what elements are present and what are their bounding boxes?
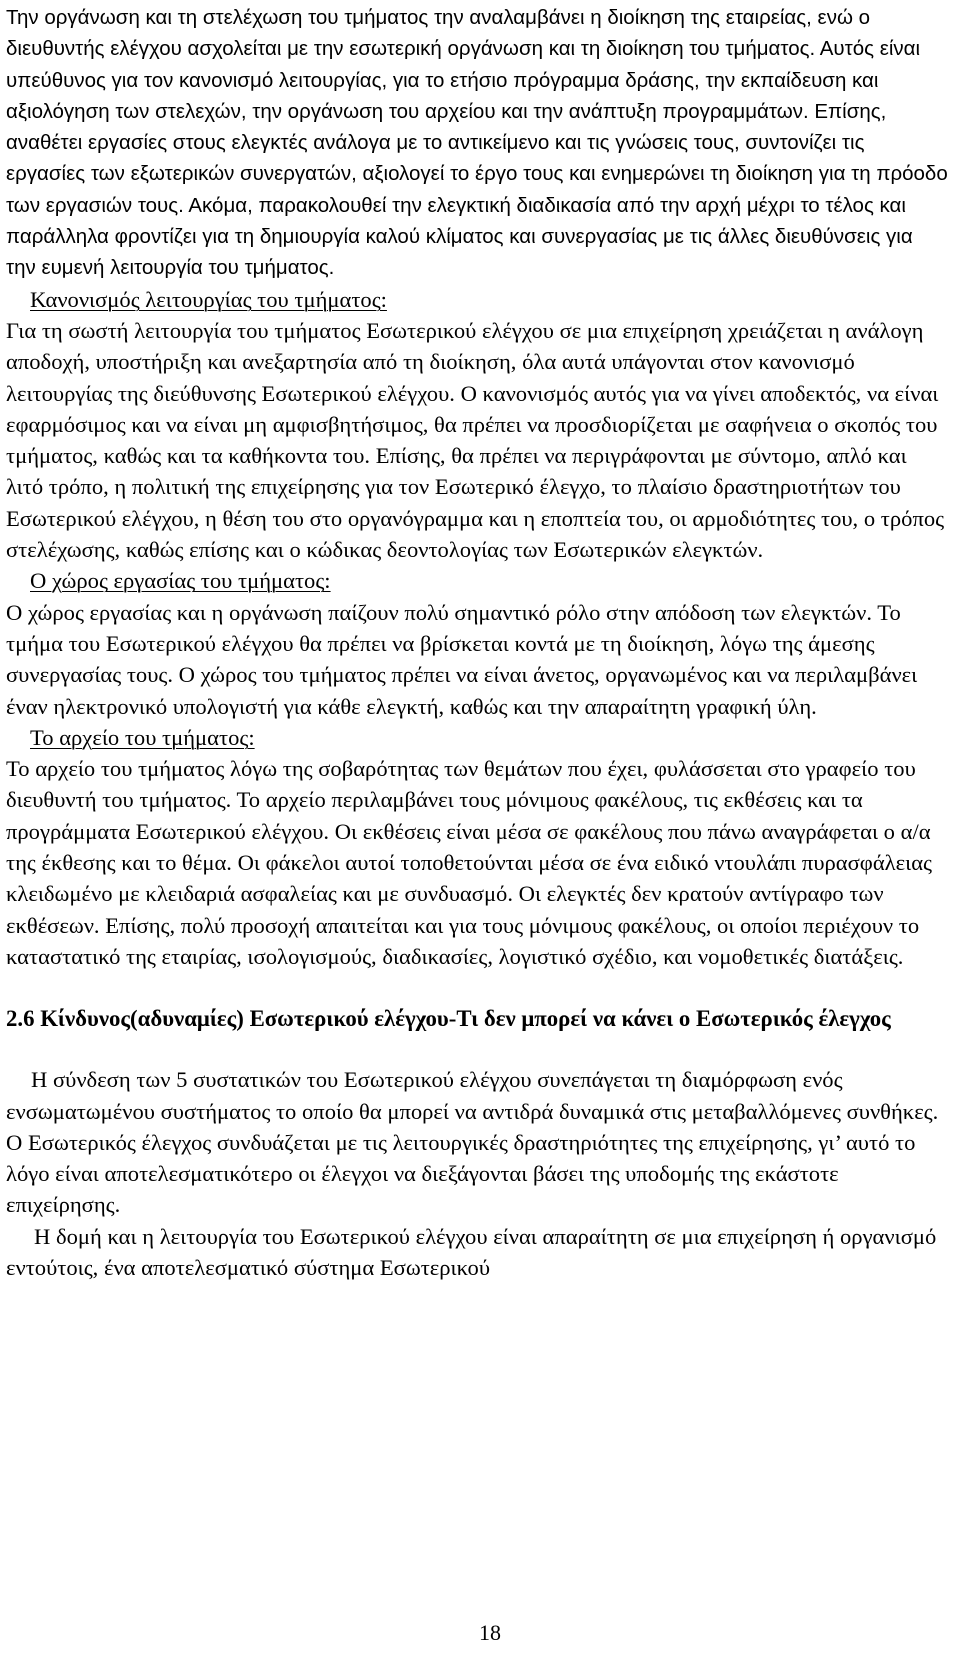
document-page: [6, 0, 948, 1655]
paragraph-department-organization: Την οργάνωση και τη στελέχωση του τμήματος την αναλαμβάνει η διοίκηση της εταιρείας, ενώ ο διευθυντής ελέγχου ασχολείται με την εσωτερική οργάνωση και τη διοίκηση του τμήματος. Αυτός είναι υπεύθυνος για τον κανονισμό λειτουργίας, για το ετήσιο πρόγραμμα δράσης, την εκπαίδευση και αξιολόγηση των στελεχών, την οργάνωση του αρχείου και την ανάπτυξη προγραμμάτων. Επίσης, αναθέτει εργασίες στους ελεγκτές ανάλογα με το αντικείμενο και τις γνώσεις τους, συντονίζει τις εργασίες των εξωτερικών συνεργατών, αξιολογεί το έργο τους και ενημερώνει τη διοίκηση για τη πρόοδο των εργασιών τους. Ακόμα, παρακολουθεί την ελεγκτική διαδικασία από την αρχή μέχρι το τέλος και παράλληλα φροντίζει για τη δημιουργία καλού κλίματος και συνεργασίας με τις άλλες διευθύνσεις για την ευμενή λειτουργία του τμήματος.: [6, 6, 948, 280]
page-number: 18: [479, 1620, 501, 1645]
heading-department-archive: Το αρχείο του τμήματος:: [30, 724, 255, 750]
paragraph-structure: Η δομή και η λειτουργία του Εσωτερικού ελέγχου είναι απαραίτητη σε μια επιχείρηση ή οργανισμό εντούτοις, ένα αποτελεσματικό σύστημα Εσωτερικού: [6, 1223, 937, 1280]
heading-workspace: Ο χώρος εργασίας του τμήματος:: [30, 568, 331, 594]
section-spacer: [6, 1035, 948, 1064]
section-title: 2.6 Κίνδυνος(αδυναμίες) Εσωτερικού ελέγχου-Τι δεν μπορεί να κάνει ο Εσωτερικός έλεγχος: [6, 1006, 891, 1032]
paragraph-components: Η σύνδεση των 5 συστατικών του Εσωτερικού ελέγχου συνεπάγεται τη διαμόρφωση ενός ενσωματωμένου συστήματος το οποίο θα μπορεί να αντιδρά δυναμικά στις μεταβαλλόμενες συνθήκες. Ο Εσωτερικός έλεγχος συνδυάζεται με τις λειτουργικές δραστηριότητες της επιχείρησης, γι’ αυτό το λόγο είναι αποτελεσματικότερο οι έλεγχοι να διεξάγονται βάσει της υποδομής της εκάστοτε επιχείρησης.: [6, 1067, 939, 1218]
paragraph-workspace: Ο χώρος εργασίας και η οργάνωση παίζουν πολύ σημαντικό ρόλο στην απόδοση των ελεγκτών. Το τμήμα του Εσωτερικού ελέγχου θα πρέπει να βρίσκεται κοντά με τη διοίκηση, λόγω της άμεσης συνεργασίας τους. Ο χώρος του τμήματος πρέπει να είναι άνετος, οργανωμένος και να περιλαμβάνει έναν ηλεκτρονικό υπολογιστή για κάθε ελεγκτή, καθώς και την απαραίτητη γραφική ύλη.: [6, 599, 918, 719]
heading-operating-regulation: Κανονισμός λειτουργίας του τμήματος:: [30, 286, 387, 312]
paragraph-department-archive: Το αρχείο του τμήματος λόγω της σοβαρότητας των θεμάτων που έχει, φυλάσσεται στο γραφείο του διευθυντή του τμήματος. Το αρχείο περιλαμβάνει τους μόνιμους φακέλους, τις εκθέσεις και τα προγράμματα Εσωτερικού ελέγχου. Οι εκθέσεις είναι μέσα σε φακέλους που πάνω αναγράφεται ο α/α της έκθεσης και το θέμα. Οι φάκελοι αυτοί τοποθετούνται μέσα σε ένα ειδικό ντουλάπι πυρασφάλειας κλειδωμένο με κλειδαριά ασφαλείας και με συνδυασμό. Οι ελεγκτές δεν κρατούν αντίγραφο των εκθέσεων. Επίσης, πολύ προσοχή απαιτείται και για τους μόνιμους φακέλους, οι οποίοι περιέχουν το καταστατικό της εταιρίας, ισολογισμούς, διαδικασίες, λογιστικό σχέδιο, και νομοθετικές διατάξεις.: [6, 756, 932, 969]
paragraph-operating-regulation: Για τη σωστή λειτουργία του τμήματος Εσωτερικού ελέγχου σε μια επιχείρηση χρειάζεται η ανάλογη αποδοχή, υποστήριξη και ανεξαρτησία από τη διοίκηση, όλα αυτά υπάγονται στον κανονισμό λειτουργίας της διεύθυνσης Εσωτερικού ελέγχου. Ο κανονισμός αυτός για να γίνει αποδεκτός, να είναι εφαρμόσιμος και να είναι μη αμφισβητήσιμος, θα πρέπει να προσδιορίζεται με σαφήνεια ο σκοπός του τμήματος, καθώς και τα καθήκοντα του. Επίσης, θα πρέπει να περιγράφονται με σύντομο, απλό και λιτό τρόπο, η πολιτική της επιχείρησης για τον Εσωτερικό έλεγχο, το πλαίσιο δραστηριοτήτων του Εσωτερικού ελέγχου, η θέση του στο οργανόγραμμα και η εποπτεία του, οι αρμοδιότητες του, ο τρόπος στελέχωσης, καθώς επίσης και ο κώδικας δεοντολογίας των Εσωτερικών ελεγκτών.: [6, 317, 945, 563]
